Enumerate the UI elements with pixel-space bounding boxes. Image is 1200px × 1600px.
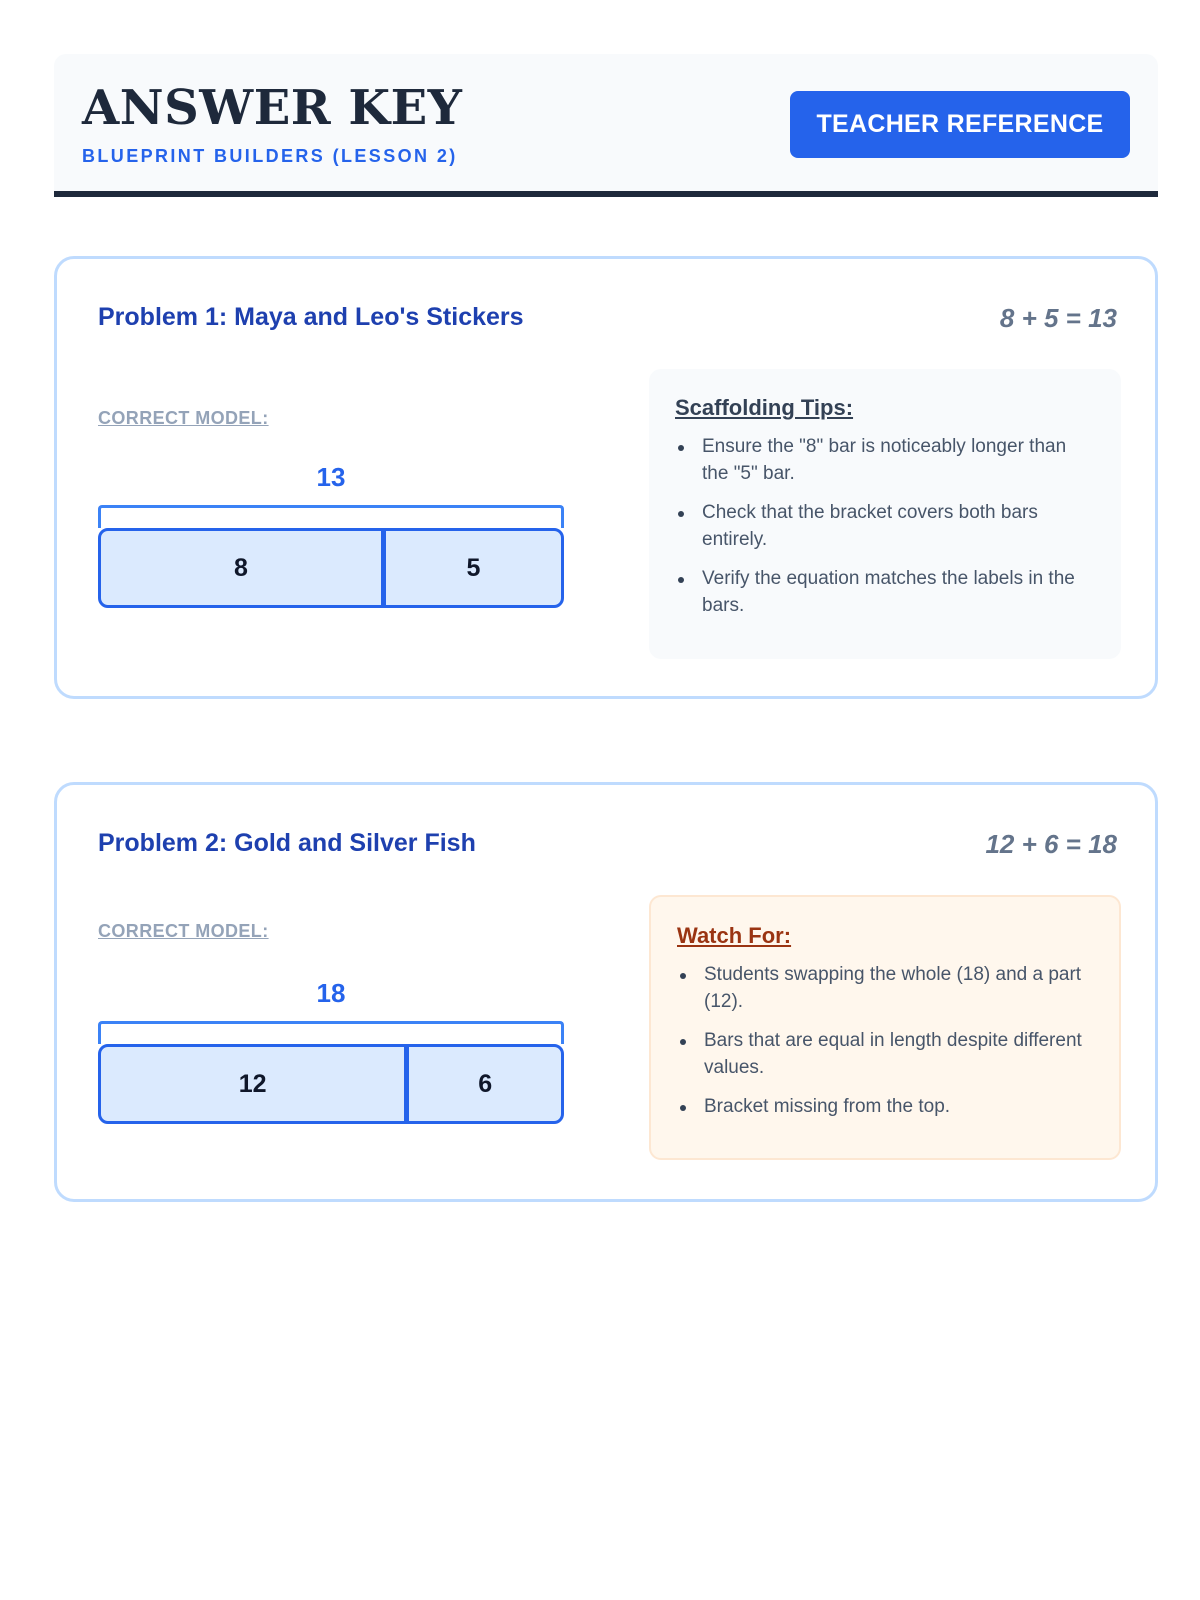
list-item-text: Students swapping the whole (18) and a part (12). — [704, 964, 1082, 1012]
model-label: CORRECT MODEL: — [98, 408, 269, 428]
tape-bracket — [98, 1021, 564, 1044]
list-item — [677, 961, 1093, 1015]
tape-part-2: 5 — [381, 531, 561, 605]
bullet-icon — [680, 1105, 686, 1111]
problem-card-1 — [54, 256, 1158, 699]
bullet-icon — [678, 445, 684, 451]
bullet-icon — [680, 1039, 686, 1045]
list-item-text: Verify the equation matches the labels in the bars. — [702, 568, 1075, 616]
bullet-icon — [678, 511, 684, 517]
page-title: ANSWER KEY — [82, 80, 463, 136]
list-item — [675, 433, 1095, 487]
note-title: Scaffolding Tips: — [675, 395, 854, 420]
teacher-reference-badge: TEACHER REFERENCE — [790, 91, 1130, 158]
tape-part-1: 8 — [234, 553, 248, 582]
list-item — [677, 1027, 1093, 1081]
watch-for-box — [649, 895, 1121, 1160]
note-list — [677, 961, 1093, 1120]
problem-title: Problem 2: Gold and Silver Fish — [98, 829, 476, 857]
tape-part-1: 12 — [238, 1069, 267, 1098]
problem-card-2 — [54, 782, 1158, 1202]
list-item — [675, 565, 1095, 619]
problem-equation: 12 + 6 = 18 — [985, 829, 1117, 859]
list-item — [677, 1093, 1093, 1120]
tape-diagram — [98, 975, 564, 1124]
list-item-text: Bracket missing from the top. — [704, 1096, 951, 1117]
list-item-text: Ensure the "8" bar is noticeably longer than the "5" bar. — [702, 436, 1067, 484]
bullet-icon — [680, 973, 686, 979]
page-subtitle: BLUEPRINT BUILDERS (LESSON 2) — [82, 146, 458, 166]
note-list — [675, 433, 1095, 619]
tape-part-2: 6 — [404, 1047, 561, 1121]
scaffolding-tips-box — [649, 369, 1121, 659]
tape-bar — [98, 1044, 564, 1124]
list-item-text: Bars that are equal in length despite different values. — [704, 1030, 1082, 1078]
tape-bracket — [98, 505, 564, 528]
tape-bar — [98, 528, 564, 608]
list-item-text: Check that the bracket covers both bars entirely. — [702, 502, 1038, 550]
tape-diagram — [98, 459, 564, 608]
note-title: Watch For: — [677, 923, 792, 948]
problem-title: Problem 1: Maya and Leo's Stickers — [98, 303, 524, 331]
tape-whole-label: 13 — [316, 462, 346, 492]
model-label: CORRECT MODEL: — [98, 921, 269, 941]
bullet-icon — [678, 577, 684, 583]
tape-whole-label: 18 — [316, 978, 346, 1008]
problem-equation: 8 + 5 = 13 — [999, 303, 1117, 333]
list-item — [675, 499, 1095, 553]
page-header — [54, 54, 1158, 197]
